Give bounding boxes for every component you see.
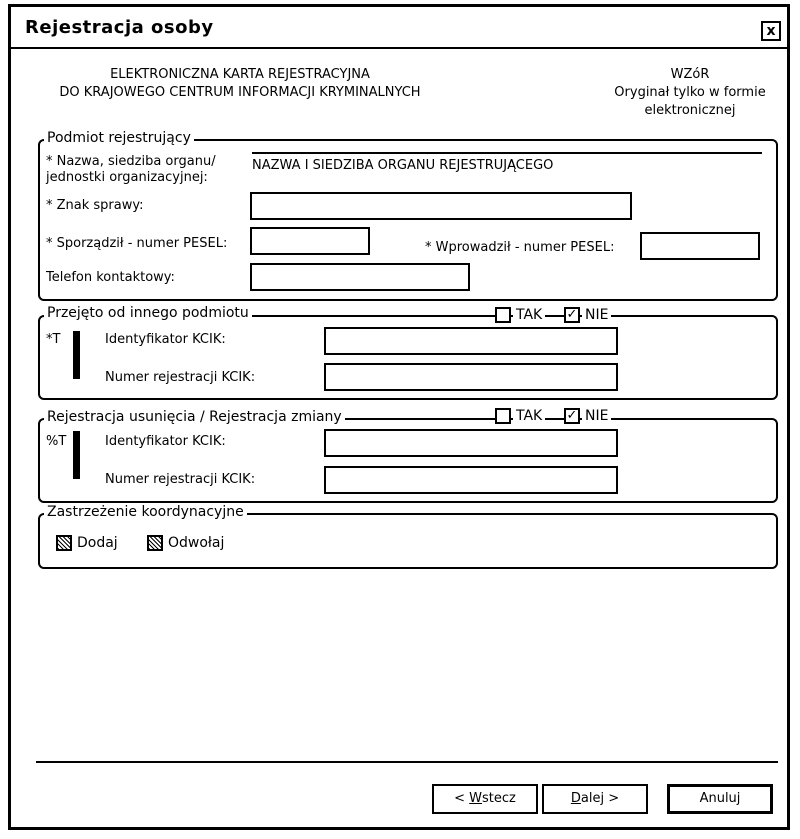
back-button-accesskey: W	[469, 791, 483, 806]
next-button-accesskey: D	[570, 791, 581, 806]
wzor-note	[600, 66, 780, 120]
przejeto-tak-checkbox[interactable]	[495, 307, 511, 323]
group-podmiot-legend: Podmiot rejestrujący	[44, 130, 194, 146]
przejeto-marker: *T	[46, 332, 61, 347]
wzor-note-line-1: Oryginał tylko w formie	[614, 85, 766, 100]
header-line-1: ELEKTRONICZNA KARTA REJESTRACYJNA	[110, 67, 370, 82]
back-button-rest: stecz	[482, 791, 516, 806]
przejeto-tak-label: TAK	[513, 307, 545, 323]
znak-label: * Znak sprawy:	[46, 198, 144, 213]
back-button-prefix: <	[454, 791, 470, 806]
next-button-rest: alej >	[580, 791, 620, 806]
usuniecie-identyfikator-input[interactable]	[324, 429, 618, 457]
usuniecie-marker-bar	[73, 431, 80, 479]
dodaj-label: Dodaj	[74, 535, 121, 551]
sporzadzil-label: * Sporządził - numer PESEL:	[46, 236, 228, 251]
back-button[interactable]	[432, 784, 538, 814]
close-icon[interactable]: x	[761, 21, 781, 41]
group-zastrzezenie-legend: Zastrzeżenie koordynacyjne	[44, 504, 247, 520]
nazwa-label-line-2: jednostki organizacyjnej:	[46, 170, 208, 185]
przejeto-numer-input[interactable]	[324, 363, 618, 391]
odwolaj-label: Odwołaj	[165, 535, 227, 551]
checkmark-icon: ✓	[566, 307, 578, 322]
next-button[interactable]	[542, 784, 648, 814]
form-header	[20, 66, 460, 102]
odwolaj-checkbox[interactable]	[147, 535, 163, 551]
checkmark-icon: ✓	[566, 408, 578, 423]
cancel-button[interactable]: Anuluj	[667, 784, 773, 814]
header-line-2: DO KRAJOWEGO CENTRUM INFORMACJI KRYMINALNYCH	[59, 85, 421, 100]
group-usuniecie-legend: Rejestracja usunięcia / Rejestracja zmiany	[44, 409, 345, 425]
usuniecie-nie-checkbox[interactable]	[564, 408, 580, 424]
group-przejeto-legend: Przejęto od innego podmiotu	[44, 305, 252, 321]
usuniecie-marker: %T	[46, 434, 67, 449]
telefon-input[interactable]	[250, 263, 470, 291]
przejeto-identyfikator-input[interactable]	[324, 327, 618, 355]
window-title: Rejestracja osoby	[25, 17, 214, 38]
dodaj-checkbox[interactable]	[56, 535, 72, 551]
usuniecie-tak-checkbox[interactable]	[495, 408, 511, 424]
przejeto-nie-label: NIE	[582, 307, 611, 323]
nazwa-label	[46, 154, 216, 186]
przejeto-numer-label: Numer rejestracji KCIK:	[105, 370, 256, 385]
bottom-separator	[36, 761, 778, 763]
przejeto-identyfikator-label: Identyfikator KCIK:	[105, 332, 226, 347]
przejeto-nie-checkbox[interactable]	[564, 307, 580, 323]
znak-sprawy-input[interactable]	[250, 192, 632, 220]
telefon-label: Telefon kontaktowy:	[46, 270, 175, 285]
wzor-note-line-2: elektronicznej	[644, 103, 736, 118]
usuniecie-identyfikator-label: Identyfikator KCIK:	[105, 434, 226, 449]
title-bar	[11, 7, 787, 49]
usuniecie-numer-input[interactable]	[324, 466, 618, 494]
usuniecie-numer-label: Numer rejestracji KCIK:	[105, 472, 256, 487]
sporzadzil-pesel-input[interactable]	[250, 227, 370, 255]
wprowadzil-pesel-input[interactable]	[640, 232, 760, 260]
usuniecie-nie-label: NIE	[582, 408, 611, 424]
wzor-label: WZóR	[670, 67, 710, 82]
wprowadzil-label: * Wprowadził - numer PESEL:	[425, 240, 615, 255]
nazwa-label-line-1: * Nazwa, siedziba organu/	[46, 154, 216, 169]
nazwa-field-top	[252, 152, 762, 154]
usuniecie-tak-label: TAK	[513, 408, 545, 424]
nazwa-field[interactable]: NAZWA I SIEDZIBA ORGANU REJESTRUJĄCEGO	[252, 158, 554, 173]
przejeto-marker-bar	[73, 331, 80, 379]
